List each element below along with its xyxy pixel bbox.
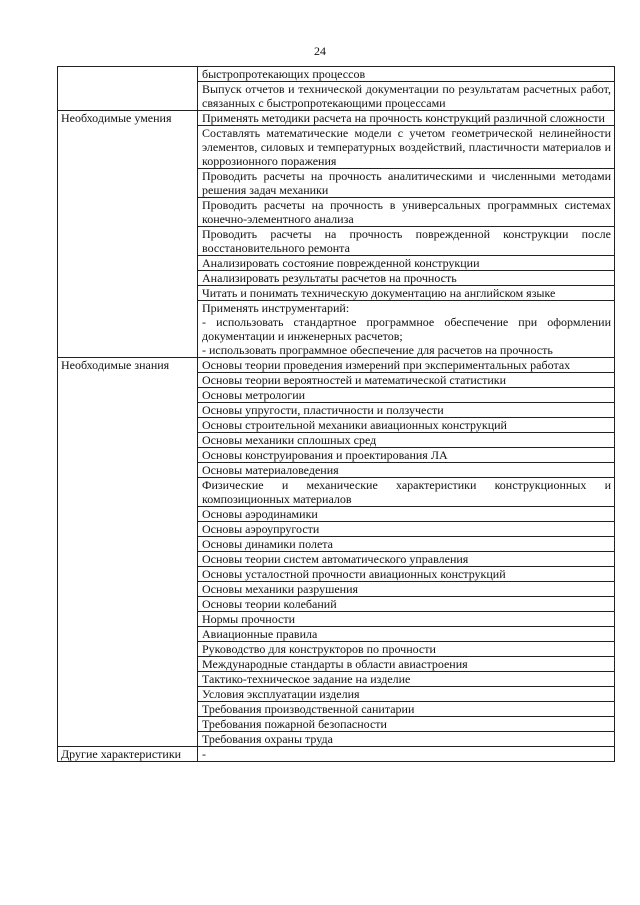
requirement-line: - использовать стандартное программное обеспечение при оформлении документации и инженерных расчетов; [202,315,611,343]
requirement-item: Основы усталостной прочности авиационных конструкций [198,567,615,582]
requirement-item: Основы аэроупругости [198,522,615,537]
requirement-item: Требования охраны труда [198,732,615,747]
requirement-item: Основы теории колебаний [198,597,615,612]
requirement-item: Читать и понимать техническую документацию на английском языке [198,286,615,301]
table-row [58,67,615,82]
requirement-item: Основы упругости, пластичности и ползучести [198,403,615,418]
requirement-item: Основы метрологии [198,388,615,403]
requirement-item: Применять методики расчета на прочность конструкций различной сложности [198,111,615,126]
requirement-item: - [198,747,615,762]
requirement-item: Выпуск отчетов и технической документации по результатам расчетных работ, связанных с быстропротекающими процессами [198,82,615,111]
table-row [58,111,615,126]
requirement-item: Анализировать результаты расчетов на прочность [198,271,615,286]
requirement-item: быстропротекающих процессов [198,67,615,82]
requirement-item: Руководство для конструкторов по прочности [198,642,615,657]
requirement-item: Основы строительной механики авиационных конструкций [198,418,615,433]
requirements-table [57,66,615,762]
requirement-item: Основы динамики полета [198,537,615,552]
requirement-item: Основы механики разрушения [198,582,615,597]
requirement-item: Требования производственной санитарии [198,702,615,717]
requirement-item: Авиационные правила [198,627,615,642]
requirement-item: Анализировать состояние поврежденной конструкции [198,256,615,271]
requirement-item: Проводить расчеты на прочность аналитическими и численными методами решения задач механики [198,169,615,198]
requirement-item: Тактико-техническое задание на изделие [198,672,615,687]
category-cell: Необходимые знания [58,358,198,747]
requirement-item: Проводить расчеты на прочность поврежденной конструкции после восстановительного ремонта [198,227,615,256]
table-row [58,358,615,373]
category-cell [58,67,198,111]
requirement-item [198,301,615,358]
requirement-item: Проводить расчеты на прочность в универсальных программных системах конечно-элементного анализа [198,198,615,227]
category-cell: Необходимые умения [58,111,198,358]
requirement-item: Требования пожарной безопасности [198,717,615,732]
requirement-item: Нормы прочности [198,612,615,627]
requirement-item: Основы теории систем автоматического управления [198,552,615,567]
requirement-item: Основы механики сплошных сред [198,433,615,448]
requirement-line: - использовать программное обеспечение для расчетов на прочность [202,343,553,357]
requirement-item: Основы теории вероятностей и математической статистики [198,373,615,388]
category-cell: Другие характеристики [58,747,198,762]
requirement-item: Физические и механические характеристики конструкционных и композиционных материалов [198,478,615,507]
requirement-item: Условия эксплуатации изделия [198,687,615,702]
requirement-item: Международные стандарты в области авиастроения [198,657,615,672]
requirement-item: Основы аэродинамики [198,507,615,522]
requirement-item: Основы конструирования и проектирования ЛА [198,448,615,463]
requirement-item: Составлять математические модели с учетом геометрической нелинейности элементов, силовых и температурных воздействий, пластичности материалов и коррозионного поражения [198,126,615,169]
requirement-item: Основы теории проведения измерений при экспериментальных работах [198,358,615,373]
page-number: 24 [314,44,326,58]
requirement-item: Основы материаловедения [198,463,615,478]
table-row [58,747,615,762]
table-body [58,67,615,762]
requirement-line: Применять инструментарий: [202,301,350,315]
